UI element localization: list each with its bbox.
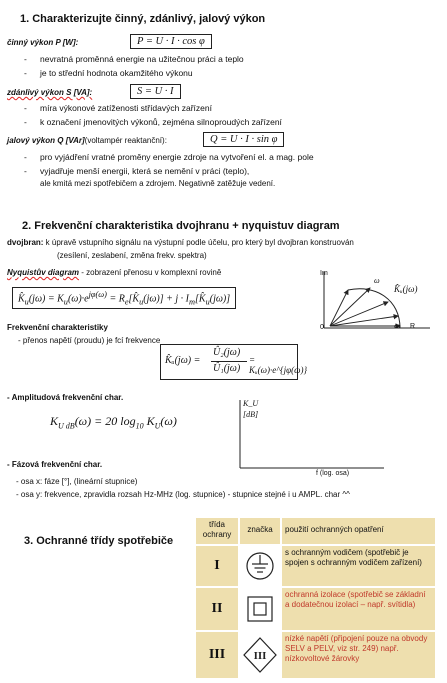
protection-class-table <box>196 518 435 680</box>
earth-symbol-icon <box>240 546 280 586</box>
table-row-usage-2: ochranná izolace (spotřebič se základní a dodatečnou izolací – např. svítidla) <box>282 588 435 630</box>
double-insulation-icon <box>240 588 280 630</box>
freq-char-heading: Frekvenční charakteristiky <box>7 323 108 332</box>
active-power-label: činný výkon P [W]: <box>7 38 79 47</box>
active-power-bullet-2: - je to střední hodnota okamžitého výkonu <box>40 68 193 78</box>
table-row-class-1: I <box>196 546 238 586</box>
nyquist-re-label: R <box>410 323 416 330</box>
freq-char-text: - přenos napětí (proudu) je fcí frekvence <box>18 336 161 345</box>
table-header-class: třída ochrany <box>196 518 238 544</box>
reactive-power-label: jalový výkon Q [VAr](voltampér reaktanční): <box>7 136 167 145</box>
dvojbran-note: (zesílení, zeslabení, změna frekv. spektra) <box>57 251 207 260</box>
reactive-power-formula: Q = U · I · sin φ <box>203 132 284 147</box>
amplitude-formula: $K_{U dB}(\omega) = 20$ $\log_{10} K_U(\omega)$ <box>50 414 177 431</box>
vector-4 <box>330 316 398 326</box>
section-2-title: 2. Frekvenční charakteristika dvojhranu + nyquistuv diagram <box>22 220 340 232</box>
amplitude-axes <box>232 396 392 476</box>
nyquist-formula: $K̂_u(j\omega) = K_u(\omega)\cdot e^{j\varphi(\omega)}$ = $R_e[K̂_u(j\omega)] + j$ · $I_m[K̂_u(j\omega)]$ <box>12 287 236 309</box>
amplitude-axis-db: [dB] <box>243 410 259 419</box>
amplitude-char-heading: - Amplitudová frekvenční char. <box>7 393 124 402</box>
table-header-usage: použití ochranných opatření <box>282 518 435 544</box>
nyquist-zero-label: 0 <box>320 324 324 331</box>
reactive-power-bullet-2b: ale kmitá mezi spotřebičem a zdrojem. Negativně zatěžuje vedení. <box>40 179 276 188</box>
reactive-power-bullet-2a: - vyjadřuje menší energii, která se nemění v práci (teplo), <box>40 166 249 176</box>
nyquist-omega-label: ω <box>374 276 380 285</box>
svg-text:III: III <box>253 650 267 662</box>
vector-1 <box>330 290 348 326</box>
reactive-power-bullet-1: - pro vyjádření vratné proměny energie zdroje na vytvoření el. a mag. pole <box>40 152 314 162</box>
table-row-class-3: III <box>196 632 238 678</box>
table-row-usage-1: s ochranným vodičem (spotřebič je spojen s ochranným vodičem zařízení) <box>282 546 435 586</box>
phase-axis-y: - osa y: frekvence, zpravidla rozsah Hz-MHz (log. stupnice) - stupnice stejné i u AMPL. char ^^ <box>16 490 350 499</box>
apparent-power-bullet-2: - k označení jmenovitých výkonů, zejména silnoproudých zařízení <box>40 117 282 127</box>
table-row-usage-3: nízké napětí (připojení pouze na obvody SELV a PELV, viz str. 249) např. nízkovoltové žárovky <box>282 632 435 678</box>
vector-2 <box>330 288 370 326</box>
apparent-power-bullet-1: - míra výkonové zatíženosti střídavých zařízení <box>40 103 212 113</box>
table-row-class-2: II <box>196 588 238 630</box>
vector-3 <box>330 302 388 326</box>
nyquist-k-label: K̂ᵤ(jω) <box>394 284 418 294</box>
nyquist-im-label: Im <box>320 270 328 277</box>
freq-char-formula: K̂ᵤ(jω) = Û₂(jω) Û₁(jω) = Kᵤ(ω)·e^{jφ(ω)} <box>160 344 298 380</box>
active-power-bullet-1: - nevratná proměnná energie na užitečnou práci a teplo <box>40 54 244 64</box>
low-voltage-symbol-icon <box>240 632 280 678</box>
phase-axis-x: - osa x: fáze [°], (lineární stupnice) <box>16 477 138 486</box>
table-header-symbol: značka <box>240 518 280 544</box>
active-power-formula: P = U · I · cos φ <box>130 34 212 49</box>
apparent-power-label: zdánlivý výkon S [VA]: <box>7 88 93 97</box>
phase-char-heading: - Fázová frekvenční char. <box>7 460 103 469</box>
amplitude-axis-ku: K_U <box>243 399 259 408</box>
apparent-power-formula: S = U · I <box>130 84 181 99</box>
nyquist-inf-label: ∞ <box>394 321 401 331</box>
section-3-title: 3. Ochranné třídy spotřebiče <box>24 535 174 547</box>
amplitude-axis-f: f (log. osa) <box>316 470 350 477</box>
nyquist-heading: Nyquistův diagram - zobrazení přenosu v komplexní rovině <box>7 268 222 277</box>
dvojbran-definition: dvojbran: k úpravě vstupního signálu na výstupní podle účelu, pro který byl dvojbran konstruován <box>7 238 354 247</box>
section-1-title: 1. Charakterizujte činný, zdánlivý, jalový výkon <box>20 13 266 25</box>
